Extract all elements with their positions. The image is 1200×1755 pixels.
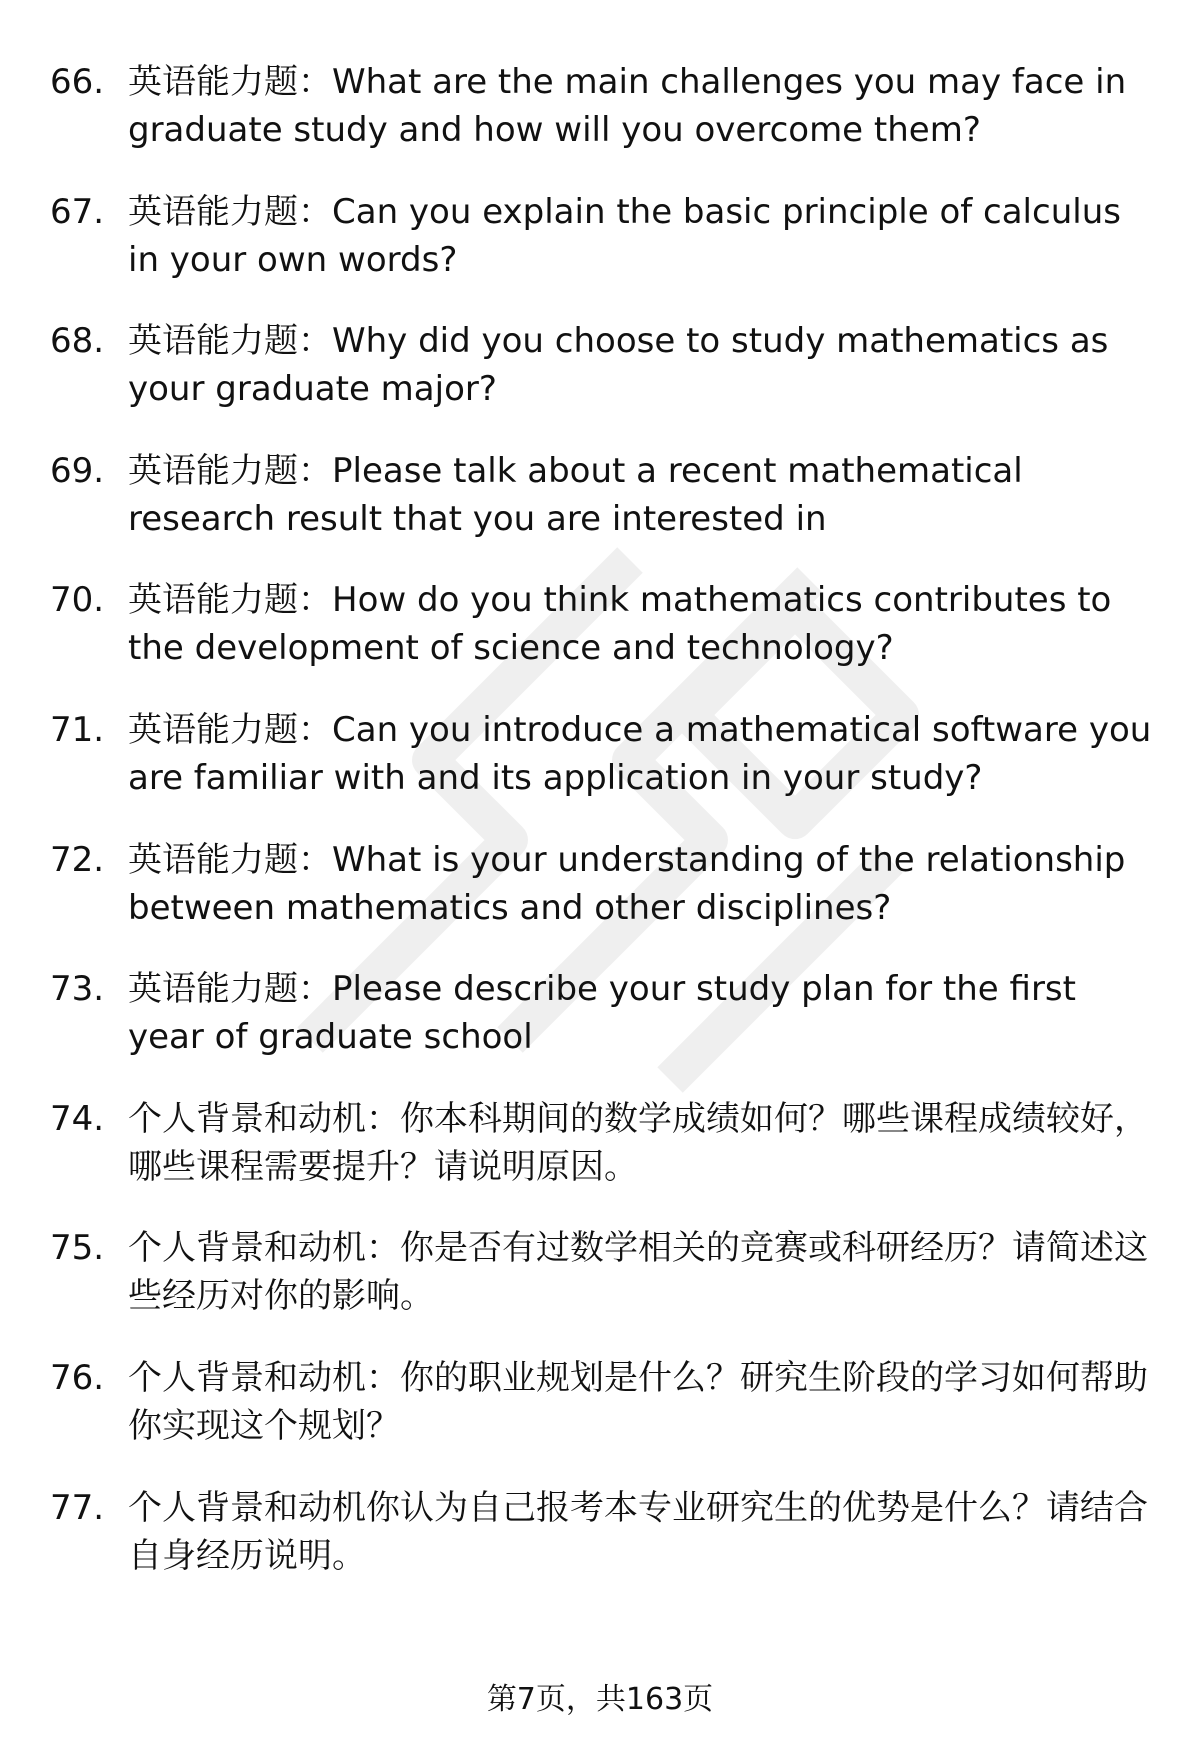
- question-text: 个人背景和动机：你的职业规划是什么？研究生阶段的学习如何帮助你实现这个规划？: [128, 1357, 1148, 1446]
- page-number: 第7页，共163页: [486, 1682, 714, 1717]
- page-footer: [0, 1680, 1200, 1720]
- question-text: 英语能力题：Can you introduce a mathematical software you are familiar with and its application in your study?: [128, 709, 1152, 798]
- question-text: 英语能力题：What are the main challenges you may face in graduate study and how will you overcome them?: [128, 62, 1127, 150]
- question-text: 英语能力题：Please talk about a recent mathematical research result that you are interested in: [128, 450, 1023, 539]
- question-item: [50, 188, 1160, 284]
- question-item: [50, 706, 1160, 802]
- question-number: 68.: [50, 321, 105, 362]
- question-text: 个人背景和动机你认为自己报考本专业研究生的优势是什么？请结合自身经历说明。: [128, 1487, 1148, 1576]
- question-item: [50, 576, 1160, 672]
- question-text: 个人背景和动机：你本科期间的数学成绩如何？哪些课程成绩较好，哪些课程需要提升？请说明原因。: [128, 1098, 1148, 1187]
- question-item: [50, 965, 1160, 1061]
- question-text: 英语能力题：Please describe your study plan for the first year of graduate school: [128, 969, 1076, 1058]
- question-text: 英语能力题：What is your understanding of the relationship between mathematics and other disciplines?: [128, 839, 1126, 928]
- question-item: [50, 317, 1160, 413]
- question-item: [50, 58, 1160, 154]
- question-number: 75.: [50, 1228, 105, 1269]
- question-item: [50, 1224, 1160, 1320]
- question-number: 66.: [50, 62, 105, 102]
- question-number: 69.: [50, 450, 105, 491]
- question-text: 英语能力题：Can you explain the basic principle of calculus in your own words?: [128, 191, 1121, 280]
- question-text: 英语能力题：How do you think mathematics contributes to the development of science and technology?: [128, 580, 1112, 669]
- question-number: 77.: [50, 1487, 105, 1528]
- question-item: [50, 836, 1160, 932]
- question-number: 76.: [50, 1357, 105, 1398]
- question-text: 英语能力题：Why did you choose to study mathematics as your graduate major?: [128, 321, 1109, 410]
- question-item: [50, 447, 1160, 543]
- question-number: 74.: [50, 1098, 105, 1139]
- question-text: 个人背景和动机：你是否有过数学相关的竞赛或科研经历？请简述这些经历对你的影响。: [128, 1228, 1148, 1317]
- question-number: 71.: [50, 709, 105, 750]
- question-item: [50, 1354, 1160, 1450]
- question-item: [50, 1095, 1160, 1191]
- question-number: 73.: [50, 969, 105, 1010]
- question-number: 67.: [50, 191, 105, 232]
- question-number: 70.: [50, 580, 105, 621]
- question-number: 72.: [50, 839, 105, 880]
- question-item: [50, 1484, 1160, 1580]
- question-list: [50, 58, 1160, 1613]
